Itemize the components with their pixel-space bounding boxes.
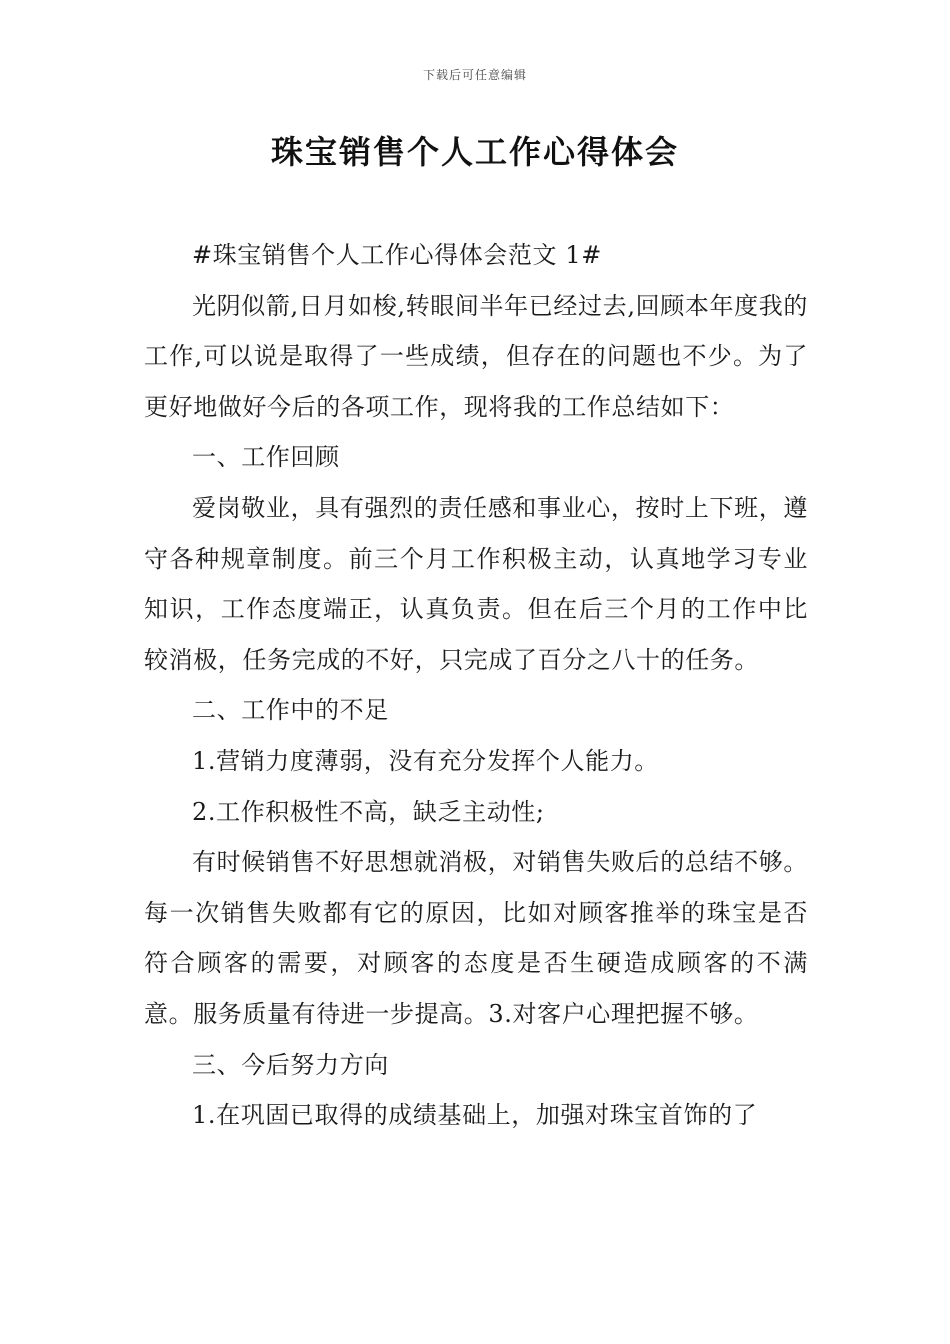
section-heading-shortcomings: 二、工作中的不足 bbox=[192, 696, 389, 725]
review-paragraph: 爱岗敬业，具有强烈的责任感和事业心，按时上下班，遵守各种规章制度。前三个月工作积极主动，认真地学习专业知识，工作态度端正，认真负责。但在后三个月的工作中比较消极，任务完成的不好，只完成了百分之八十的任务。 bbox=[144, 493, 808, 674]
direction-item-1: 1.在巩固已取得的成绩基础上，加强对珠宝首饰的了 bbox=[192, 1101, 758, 1130]
shortcoming-item-2: 2.工作积极性不高，缺乏主动性; bbox=[192, 797, 545, 826]
document-body bbox=[144, 230, 808, 1141]
subtitle-paragraph: #珠宝销售个人工作心得体会范文 1# bbox=[192, 241, 602, 269]
intro-paragraph: 光阴似箭,日月如梭,转眼间半年已经过去,回顾本年度我的工作,可以说是取得了一些成绩，但存在的问题也不少。为了更好地做好今后的各项工作，现将我的工作总结如下： bbox=[144, 291, 808, 421]
header-note: 下载后可任意编辑 bbox=[422, 68, 527, 82]
section-heading-review: 一、工作回顾 bbox=[192, 443, 340, 472]
shortcoming-item-1: 1.营销力度薄弱，没有充分发挥个人能力。 bbox=[192, 746, 659, 775]
section-heading-direction: 三、今后努力方向 bbox=[192, 1050, 389, 1079]
shortcoming-detail-paragraph: 有时候销售不好思想就消极，对销售失败后的总结不够。每一次销售失败都有它的原因，比如对顾客推举的珠宝是否符合顾客的需要，对顾客的态度是否生硬造成顾客的不满意。服务质量有待进一步提高。3.对客户心理把握不够。 bbox=[144, 848, 808, 1028]
document-title: 珠宝销售个人工作心得体会 bbox=[270, 133, 679, 171]
